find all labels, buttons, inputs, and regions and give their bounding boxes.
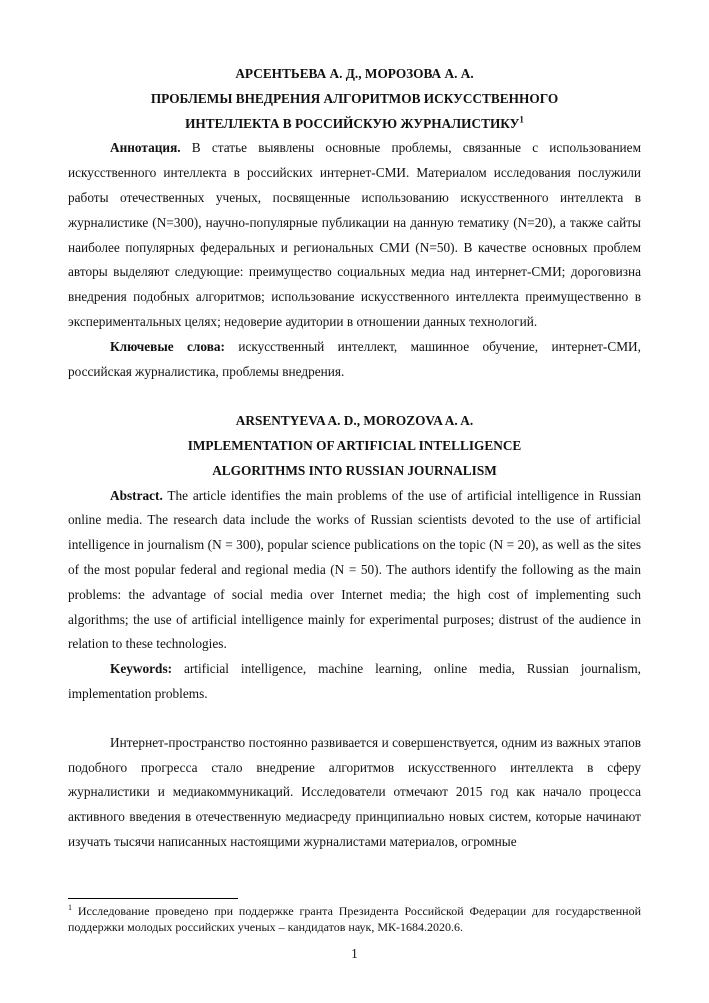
footnote-reference[interactable]: 1 xyxy=(519,114,524,125)
article-page xyxy=(68,62,641,855)
en-keywords-label: Keywords: xyxy=(110,661,173,677)
footnote-mark: 1 xyxy=(68,903,72,912)
ru-abstract-label: Аннотация. xyxy=(110,140,181,156)
footnote-text: Исследование проведено при поддержке гранта Президента Российской Федерации для государственной поддержки молодых российских ученых – кандидатов наук, МК-1684.2020.6. xyxy=(68,904,641,934)
ru-keywords xyxy=(68,335,641,385)
en-keywords-text: artificial intelligence, machine learning, online media, Russian journalism, implementation problems. xyxy=(68,661,641,701)
ru-keywords-text: искусственный интеллект, машинное обучение, интернет-СМИ, российская журналистика, проблемы внедрения. xyxy=(68,338,641,379)
en-title-line-1: IMPLEMENTATION OF ARTIFICIAL INTELLIGENCE xyxy=(187,437,522,453)
page-number: 1 xyxy=(351,946,358,961)
ru-keywords-label: Ключевые слова: xyxy=(110,338,225,354)
footnote xyxy=(68,903,641,935)
en-authors: ARSENTYEVA A. D., MOROZOVA A. A. xyxy=(235,413,474,429)
ru-title-line-2 xyxy=(68,112,641,137)
ru-abstract xyxy=(68,136,641,334)
en-abstract-label: Abstract. xyxy=(110,487,163,503)
ru-title-line-2-text: ИНТЕЛЛЕКТА В РОССИЙСКУЮ ЖУРНАЛИСТИКУ xyxy=(185,115,520,131)
footnote-separator xyxy=(68,898,238,899)
en-keywords xyxy=(68,657,641,707)
ru-title-line-1: ПРОБЛЕМЫ ВНЕДРЕНИЯ АЛГОРИТМОВ ИСКУССТВЕННОГО xyxy=(150,90,559,106)
en-abstract-text: The article identifies the main problems of the use of artificial intelligence in Russian online media. The research data include the works of Russian scientists devoted to the use of artificial intelligence in journalism (N = 300), popular science publications on the topic (N = 20), as well as the sites of the most popular federal and regional media (N = 50). The authors identify the following as the main problems: the advantage of social media over Internet media; the high cost of implementing such algorithms; the use of artificial intelligence mainly for experimental purposes; distrust of the audience in relation to these technologies. xyxy=(68,487,641,652)
en-abstract xyxy=(68,484,641,658)
en-title-line-2: ALGORITHMS INTO RUSSIAN JOURNALISM xyxy=(212,462,497,478)
ru-authors: АРСЕНТЬЕВА А. Д., МОРОЗОВА А. А. xyxy=(235,66,474,81)
body-paragraph: Интернет-пространство постоянно развивается и совершенствуется, одним из важных этапов подобного прогресса стало внедрение алгоритмов искусственного интеллекта в сферу журналистики и медиакоммуникаций. Исследователи отмечают 2015 год как начало процесса активного введения в отечественную медиасреду принципиально новых систем, которые начинают изучать тысячи написанных настоящими журналистами материалов, огромные xyxy=(68,734,641,849)
ru-abstract-text: В статье выявлены основные проблемы, связанные с использованием искусственного интеллекта в российских интернет-СМИ. Материалом исследования послужили работы отечественных ученых, посвященные использованию искусственного интеллекта в журналистике (N=300), научно-популярные публикации на данную тематику (N=20), а также сайты наиболее популярных федеральных и региональных СМИ (N=50). В качестве основных проблем авторы выделяют следующие: преимущество социальных медиа над интернет-СМИ; дороговизна внедрения подобных алгоритмов; использование искусственного интеллекта преимущественно в экспериментальных целях; недоверие аудитории в отношении данных технологий. xyxy=(68,140,641,329)
